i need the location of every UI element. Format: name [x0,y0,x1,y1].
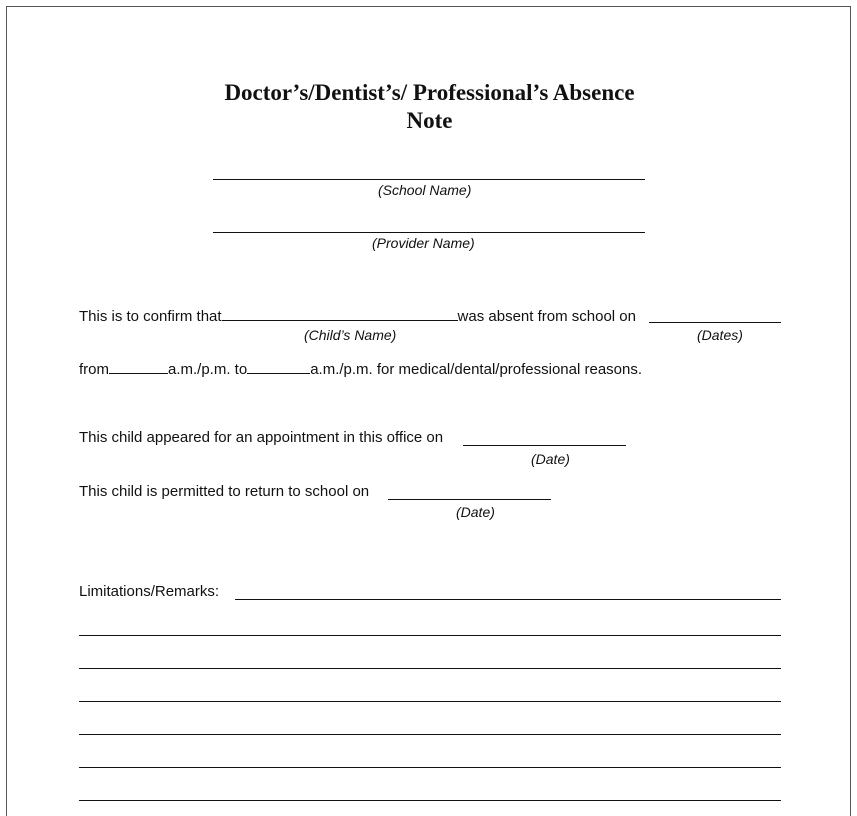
time-suffix: a.m./p.m. for medical/dental/professional reasons. [310,361,643,378]
appointment-date-caption: (Date) [531,451,570,467]
dates-field[interactable] [649,322,781,323]
return-date-caption: (Date) [456,504,495,520]
provider-name-caption: (Provider Name) [372,235,475,251]
remarks-line[interactable] [79,767,781,768]
confirm-line [79,306,636,326]
provider-name-field[interactable] [213,232,645,233]
remarks-line[interactable] [79,800,781,801]
time-to-label: a.m./p.m. to [168,361,248,378]
appointment-date-field[interactable] [463,445,626,446]
confirm-prefix: This is to confirm that [79,308,222,325]
remarks-line[interactable] [79,635,781,636]
confirm-middle: was absent from school on [457,308,636,325]
remarks-line[interactable] [79,701,781,702]
dates-caption: (Dates) [697,327,743,343]
return-text: This child is permitted to return to school on [79,483,370,500]
time-from-label: from [79,361,109,378]
child-name-caption: (Child’s Name) [304,327,397,343]
appointment-text: This child appeared for an appointment in this office on [79,429,444,446]
remarks-label: Limitations/Remarks: [79,583,220,600]
to-time-field[interactable] [247,359,310,374]
from-time-field[interactable] [109,359,168,374]
school-name-caption: (School Name) [378,182,472,198]
child-name-field[interactable] [222,306,458,321]
time-line [79,359,642,379]
form-title-line1: Doctor’s/Dentist’s/ Professional’s Absence [224,80,635,105]
remarks-line[interactable] [235,599,781,600]
form-title-line2: Note [406,108,453,133]
school-name-field[interactable] [213,179,645,180]
remarks-line[interactable] [79,668,781,669]
remarks-line[interactable] [79,734,781,735]
return-date-field[interactable] [388,499,551,500]
absence-note-page [6,6,851,816]
